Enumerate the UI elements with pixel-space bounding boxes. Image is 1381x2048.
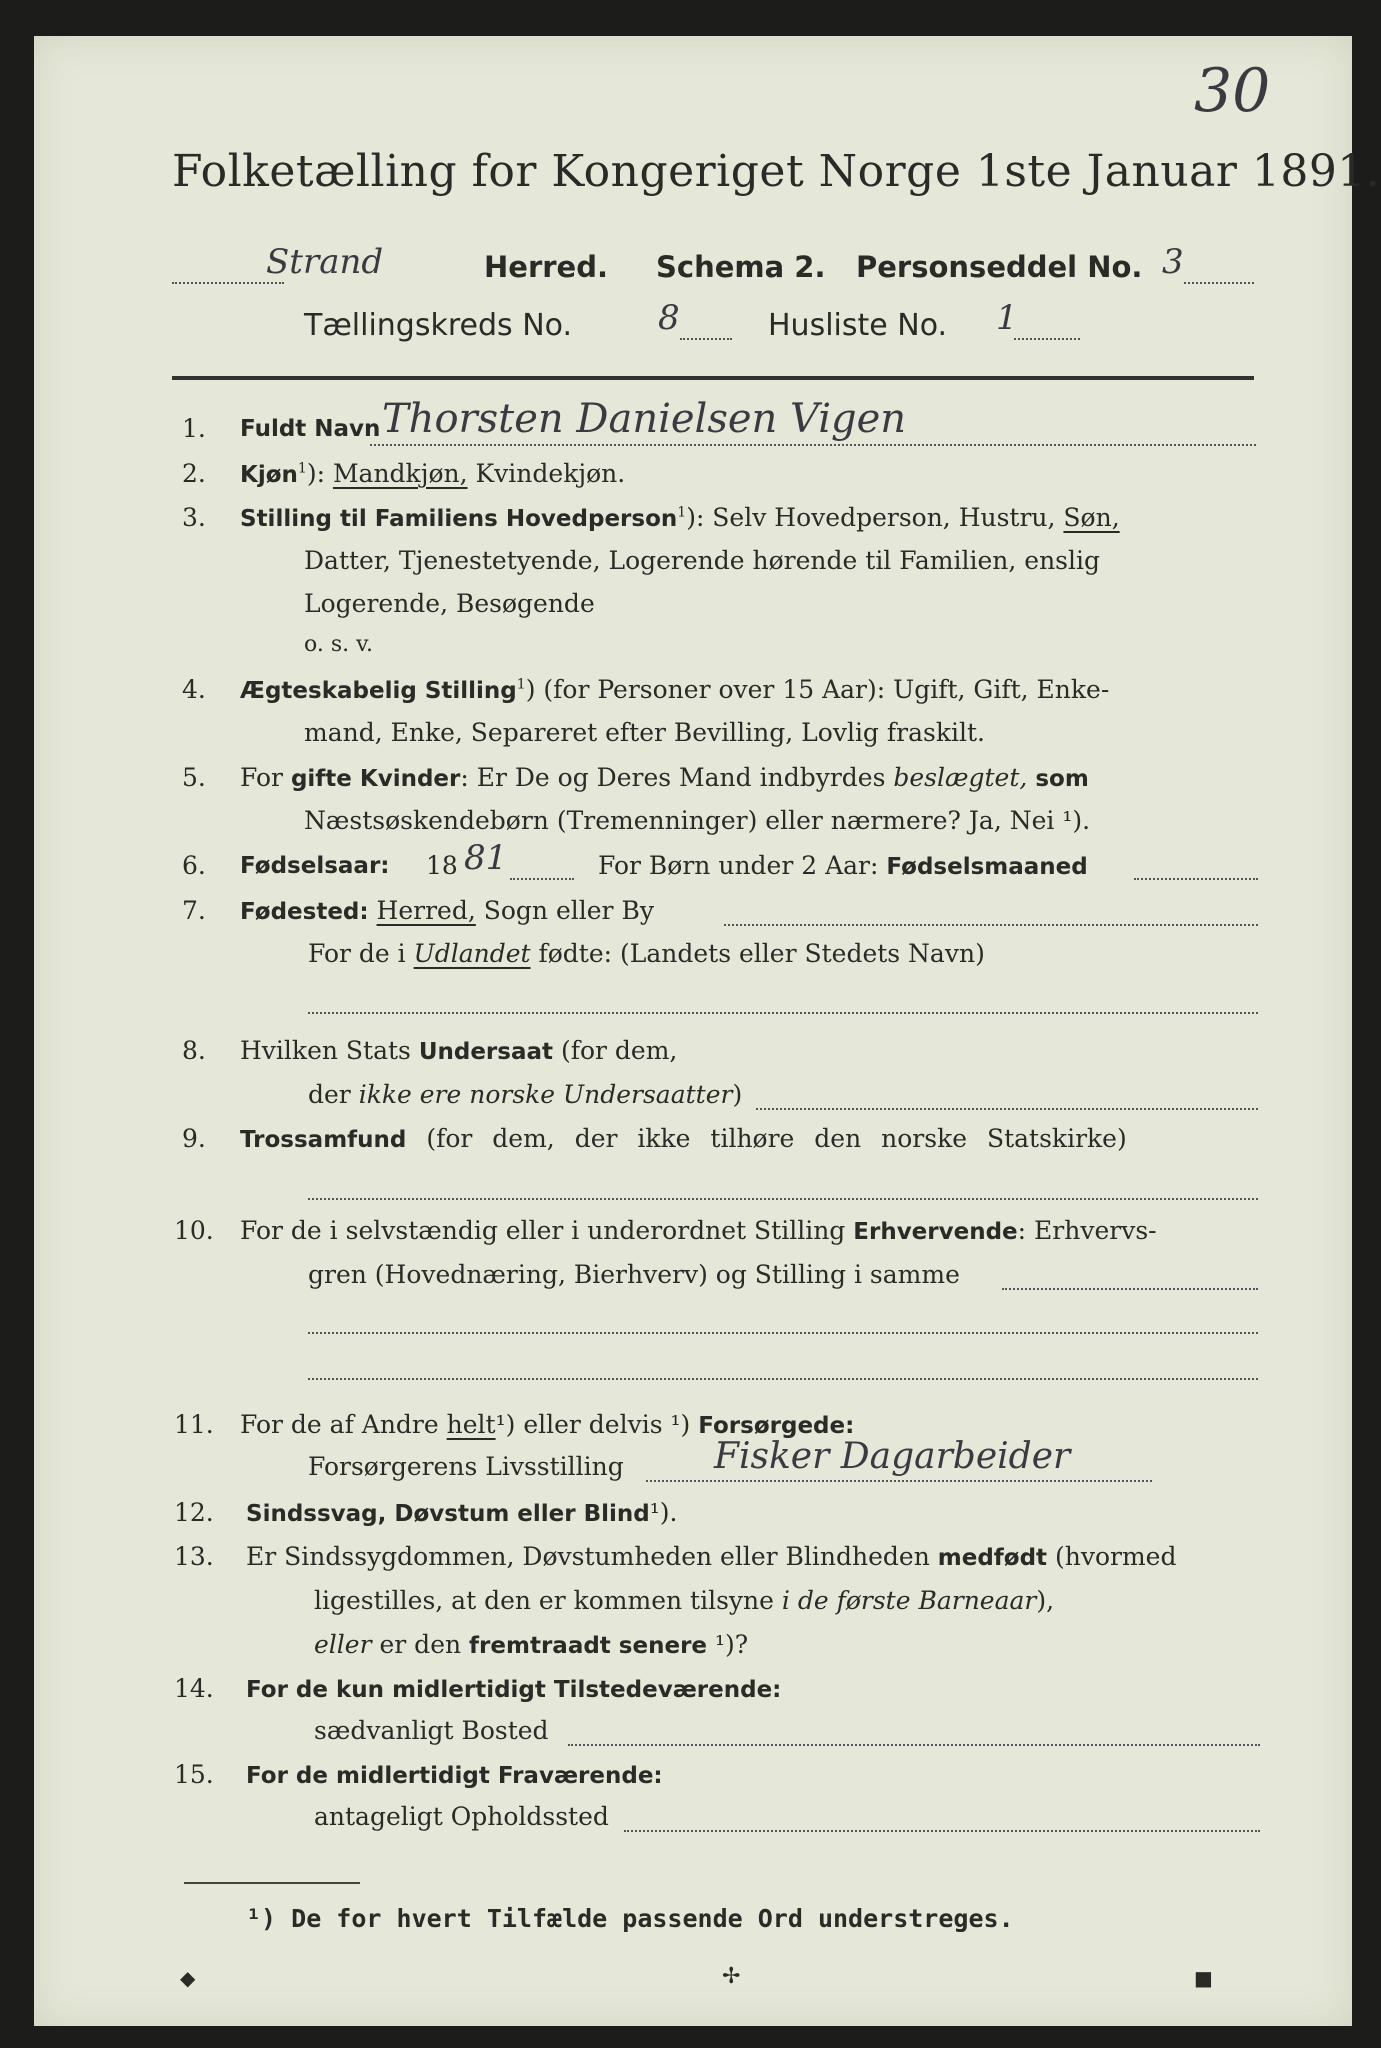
q1-label: Fuldt Navn [240,416,381,442]
q2-sup: 1 [297,460,307,477]
q2-opt-mandkjon: Mandkjøn, [332,459,468,488]
q8-label: Undersaat [418,1039,553,1065]
husliste-label: Husliste No. [768,308,948,343]
q15-number: 15. [174,1760,214,1789]
q14-label: midlertidigt Tilstedeværende: [392,1677,782,1703]
q8-line2a: der [308,1080,359,1109]
q15-dots [624,1830,1260,1832]
census-form-sheet [34,36,1381,2026]
q2-rest: ): [306,459,333,488]
husliste-no: 1 [996,298,1018,338]
q8-line2 [308,1080,742,1109]
q13-line2b: i de første Barneaar [781,1586,1037,1615]
form-title: Folketælling for Kongeriget Norge 1ste Januar 1891. [172,146,1381,197]
kreds-no: 8 [658,298,680,338]
q15-line2: antageligt Opholdssted [314,1802,609,1831]
q15-label-pre: For de [246,1763,337,1789]
schema-label: Schema 2. [656,250,826,284]
herred-label: Herred. [484,250,608,284]
q13-line3 [314,1630,748,1659]
q13-line2a: ligestilles, at den er kommen tilsyne [314,1586,782,1615]
q5-som: som [1027,766,1089,792]
q10-line1b: : Erhvervs- [1017,1216,1157,1245]
q13-line2c: ), [1036,1586,1055,1615]
q8-number: 8. [182,1036,206,1065]
footnote: ¹) De for hvert Tilfælde passende Ord understreges. [246,1904,1014,1933]
personseddel-label: Personseddel No. [856,250,1143,284]
q5-text1: : Er De og Deres Mand indbyrdes [460,763,894,792]
q11-line1b: ¹) eller delvis ¹) [495,1410,699,1439]
q11-answer: Fisker Dagarbeider [714,1436,1071,1477]
q3-opt-son: Søn, [1063,503,1120,532]
q7-line2 [308,939,985,968]
q12-rest: ¹). [649,1498,678,1527]
q6-prefix: 18 [426,851,458,880]
q6-number: 6. [182,851,206,880]
printer-mark-left-icon: ◆ [180,1966,196,1990]
q12-label: Sindssvag, Døvstum eller Blind [246,1501,650,1527]
q3-line2: Datter, Tjenestetyende, Logerende hørende til Familien, enslig [304,546,1101,575]
personseddel-no: 3 [1162,242,1184,282]
kreds-dots [680,338,732,340]
q5-label-pre: For [240,763,291,792]
q6-rest [598,851,1088,880]
q6-fodselsmaaned: Fødselsmaaned [886,854,1088,880]
q3-number: 3. [182,503,206,532]
q9-number: 9. [182,1124,206,1153]
q14-line2: sædvanligt Bosted [314,1716,549,1745]
q7-dots1 [724,924,1258,926]
q8-dots [756,1108,1258,1110]
q14-label-pre: For de kun [246,1677,393,1703]
q13-line1 [246,1542,1176,1571]
q8-line1b: (for dem, [553,1036,678,1065]
q13-medfodt: medfødt [937,1545,1048,1571]
q11-line2: Forsørgerens Livsstilling [308,1452,624,1481]
q13-line1a: Er Sindssygdommen, Døvstumheden eller Blindheden [246,1542,938,1571]
q10-label: Erhvervende [853,1219,1018,1245]
q8-line1 [240,1036,677,1065]
q3-line1 [240,503,1120,532]
q7-line2a: For de i [308,939,414,968]
q8-line2b: ikke ere norske Undersaatter [358,1080,733,1109]
q12-number: 12. [174,1498,214,1527]
q13-line3c: ¹)? [707,1630,749,1659]
q10-dots3 [308,1378,1258,1380]
q15-label: midlertidigt Fraværende: [336,1763,663,1789]
q4-label: Ægteskabelig Stilling [240,678,517,704]
q11-line1a: For de af Andre [240,1410,447,1439]
q6-dots1 [510,878,574,880]
q2-label: Kjøn [240,462,298,488]
q9-dots [308,1198,1258,1200]
q11-line1 [240,1410,854,1439]
q2-number: 2. [182,459,206,488]
q6-dots2 [1134,878,1258,880]
q3-sup: 1 [677,504,687,521]
q6-rest-text: For Børn under 2 Aar: [598,851,887,880]
q8-line1a: Hvilken Stats [240,1036,419,1065]
page-number: 30 [1194,56,1271,126]
q7-number: 7. [182,896,206,925]
q11-dots [646,1480,1152,1482]
q12-line1 [246,1498,678,1527]
q13-line2 [314,1586,1054,1615]
q10-line1 [240,1216,1157,1245]
q5-line2: Næstsøskendebørn (Tremenninger) eller nærmere? Ja, Nei ¹). [304,806,1091,835]
header-rule [172,376,1254,380]
q13-number: 13. [174,1542,214,1571]
personseddel-dots [1184,282,1254,284]
q14-number: 14. [174,1674,214,1703]
q11-helt: helt [446,1410,496,1439]
q3-text1: ): Selv Hovedperson, Hustru, [686,503,1064,532]
q7-dots2 [308,1012,1258,1014]
q6-label: Fødselsaar: [240,853,390,879]
q10-line2: gren (Hovednæring, Bierhverv) og Stilling i samme [308,1260,960,1289]
q3-line3: Logerende, Besøgende [304,589,595,618]
q14-line1 [246,1674,781,1703]
q9-label: Trossamfund [240,1127,407,1153]
q14-dots [568,1744,1260,1746]
q11-number: 11. [174,1410,214,1439]
q13-line1b: (hvormed [1047,1542,1177,1571]
q9-rest: (for dem, der ikke tilhøre den norske Statskirke) [406,1124,1127,1153]
q11-label: Forsørgede: [698,1413,855,1439]
q8-line2c: ) [732,1080,743,1109]
q7-opt-herred: Herred, [376,896,476,925]
q13-line3b: er den [371,1630,470,1659]
q1-number: 1. [182,414,206,443]
printer-mark-center-icon: ✢ [722,1964,741,1989]
footnote-rule [184,1882,360,1884]
q4-line2: mand, Enke, Separeret efter Bevilling, Lovlig fraskilt. [304,718,985,747]
q9-line1 [240,1124,1127,1153]
q10-dots2 [308,1332,1258,1334]
q2-opt-kvindekjon: Kvindekjøn. [467,459,626,488]
husliste-dots [1014,338,1080,340]
q10-number: 10. [174,1216,214,1245]
q13-fremtraadt: fremtraadt senere [469,1633,708,1659]
q15-line1 [246,1760,663,1789]
q6-answer: 81 [464,838,508,878]
q4-text1: ) (for Personer over 15 Aar): Ugift, Gift, Enke- [525,675,1110,704]
q7-udlandet: Udlandet [413,939,531,968]
q5-number: 5. [182,763,206,792]
q1-dots [370,444,1256,446]
q4-number: 4. [182,675,206,704]
q1-answer: Thorsten Danielsen Vigen [382,396,907,442]
q5-label: gifte Kvinder [290,766,461,792]
q7-line1 [240,896,654,925]
herred-dots [172,282,284,284]
printer-mark-right-icon: ■ [1194,1966,1213,1990]
q3-line4: o. s. v. [304,632,373,657]
q5-line1 [240,763,1089,792]
herred-name: Strand [266,242,384,282]
q4-sup: 1 [516,676,526,693]
q2-text [240,459,625,488]
q7-line2b: fødte: (Landets eller Stedets Navn) [530,939,985,968]
q10-dots1 [1002,1288,1258,1290]
q5-beslaegtet: beslægtet, [893,763,1028,792]
q13-line3a: eller [314,1630,372,1659]
q10-line1a: For de i selvstændig eller i underordnet Stilling [240,1216,854,1245]
q3-label: Stilling til Familiens Hovedperson [240,506,678,532]
q7-label: Fødested: [240,899,369,925]
q7-rest: Sogn eller By [475,896,654,925]
kreds-label: Tællingskreds No. [304,308,572,343]
q4-line1 [240,675,1109,704]
